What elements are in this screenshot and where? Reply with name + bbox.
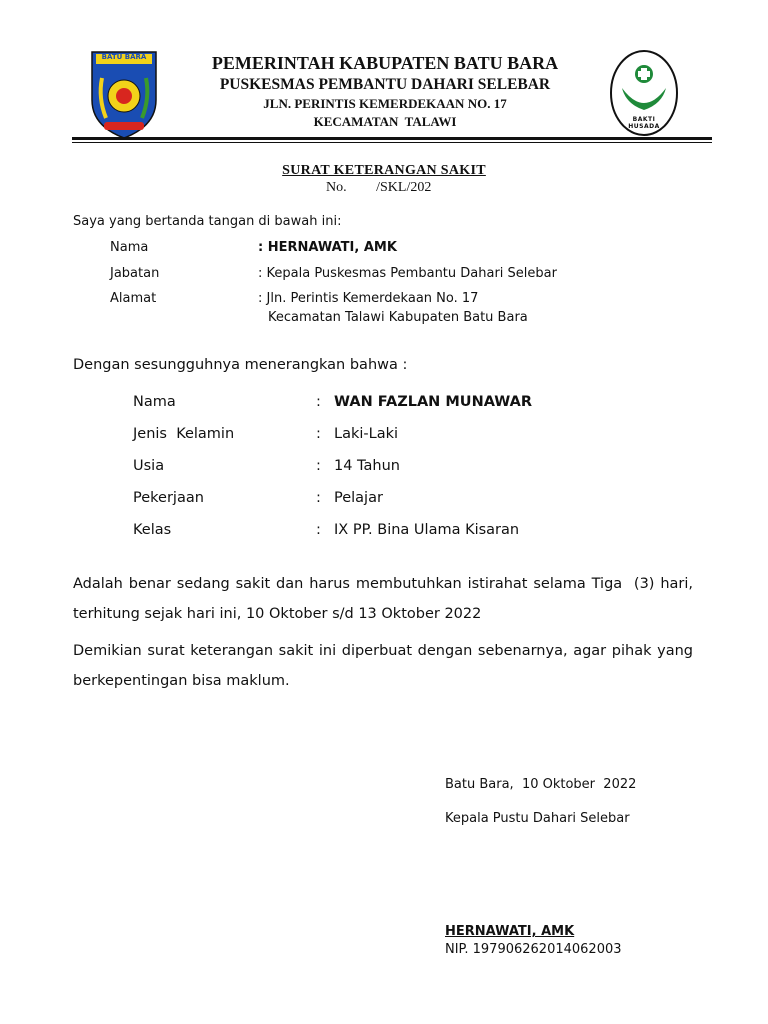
paragraph-closing-line2: berkepentingan bisa maklum. [73, 673, 290, 689]
paragraph-closing-line1: Demikian surat keterangan sakit ini diperbuat dengan sebenarnya, agar pihak yang [73, 643, 693, 659]
signer-address-value-line2: Kecamatan Talawi Kabupaten Batu Bara [268, 310, 528, 325]
paragraph-sick-line1: Adalah benar sedang sakit dan harus membutuhkan istirahat selama Tiga (3) hari, [73, 576, 693, 592]
letterhead-address: JLN. PERINTIS KEMERDEKAAN NO. 17 [263, 96, 507, 111]
right-logo-text: BAKTI HUSADA [628, 116, 660, 130]
signature-nip: NIP. 197906262014062003 [445, 942, 622, 957]
signature-position: Kepala Pustu Dahari Selebar [445, 811, 630, 826]
batu-bara-emblem-logo [88, 48, 160, 140]
patient-occupation-colon: : [316, 490, 321, 506]
signer-name-label: Nama [110, 240, 149, 255]
patient-occupation-label: Pekerjaan [133, 490, 204, 506]
patient-age-label: Usia [133, 458, 165, 474]
number-label: No. [326, 180, 347, 195]
patient-age-value: 14 Tahun [334, 458, 400, 474]
letterhead-clinic: PUSKESMAS PEMBANTU DAHARI SELEBAR [219, 76, 551, 93]
signer-address-label: Alamat [110, 291, 157, 306]
signature-name: HERNAWATI, AMK [445, 924, 575, 939]
patient-gender-value: Laki-Laki [334, 426, 399, 442]
signer-position-value: : Kepala Puskesmas Pembantu Dahari Selebar [258, 266, 557, 281]
bakti-husada-logo [608, 48, 680, 138]
patient-intro: Dengan sesungguhnya menerangkan bahwa : [73, 357, 408, 373]
letterhead-rule-thin [72, 142, 712, 143]
patient-class-value: IX PP. Bina Ulama Kisaran [334, 522, 520, 538]
left-logo-text: BATU BARA [101, 53, 147, 61]
paragraph-sick-statement [73, 569, 693, 629]
patient-gender-colon: : [316, 426, 321, 442]
letterhead-government: PEMERINTAH KABUPATEN BATU BARA [211, 53, 559, 73]
paragraph-closing [73, 636, 693, 696]
patient-gender-label: Jenis Kelamin [133, 426, 235, 442]
signer-position-label: Jabatan [110, 266, 160, 281]
document-title: SURAT KETERANGAN SAKIT [282, 163, 486, 178]
signature-place-date: Batu Bara, 10 Oktober 2022 [445, 777, 637, 792]
patient-class-colon: : [316, 522, 321, 538]
signer-intro: Saya yang bertanda tangan di bawah ini: [73, 214, 342, 229]
patient-name-colon: : [316, 394, 321, 410]
signer-address-value: : Jln. Perintis Kemerdekaan No. 17 [258, 291, 479, 306]
patient-name-value: WAN FAZLAN MUNAWAR [334, 394, 533, 410]
paragraph-sick-line2: terhitung sejak hari ini, 10 Oktober s/d 13 Oktober 2022 [73, 606, 482, 622]
letterhead-district: KECAMATAN TALAWI [313, 114, 457, 129]
patient-name-label: Nama [133, 394, 176, 410]
patient-occupation-value: Pelajar [334, 490, 383, 506]
patient-class-label: Kelas [133, 522, 172, 538]
patient-age-colon: : [316, 458, 321, 474]
signer-name-value: : HERNAWATI, AMK [258, 240, 397, 255]
number-value: /SKL/202 [376, 180, 432, 195]
document-number [326, 180, 431, 196]
letterhead-rule-thick [72, 137, 712, 140]
